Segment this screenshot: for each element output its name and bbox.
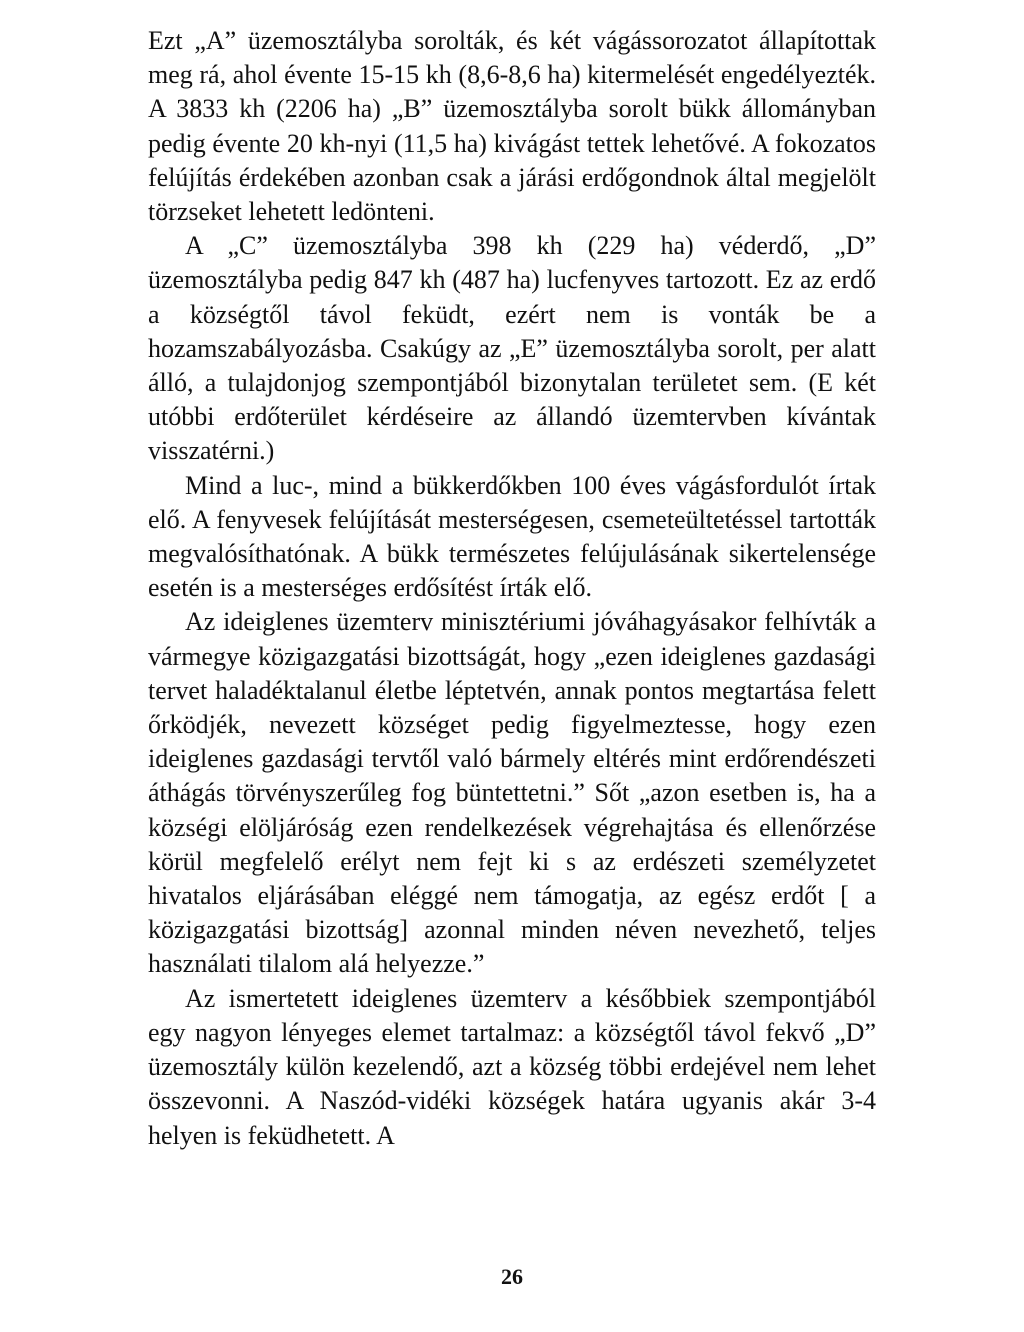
paragraph-4: Az ideiglenes üzemterv minisztériumi jóváhagyásakor felhívták a vármegye közigazgatási bizottságát, hogy „ezen ideiglenes gazdasági tervet haladéktalanul életbe léptetvén, annak pontos megtartása felett őrködjék, nevezett községet pedig figyelmeztesse, hogy ezen ideiglenes gazdasági tervtől való bármely eltérés mint erdőrendészeti áthágás törvényszerűleg fog büntettetni.” Sőt „azon esetben is, ha a községi elöljáróság ezen rendelkezések végrehajtása és ellenőrzése körül megfelelő erélyt nem fejt ki s az erdészeti személyzetet hivatalos eljárásában eléggé nem támogatja, az egész erdőt [ a közigazgatási bizottság] azonnal minden néven nevezhető, teljes használati tilalom alá helyezze.” xyxy=(148,607,876,979)
body-text xyxy=(148,24,876,1153)
paragraph-5: Az ismertetett ideiglenes üzemterv a későbbiek szempontjából egy nagyon lényeges elemet tartalmaz: a községtől távol fekvő „D” üzemosztály külön kezelendő, azt a község többi erdejével nem lehet összevonni. A Naszód-vidéki községek határa ugyanis akár 3-4 helyen is feküdhetett. A xyxy=(148,983,876,1150)
paragraph-3: Mind a luc-, mind a bükkerdőkben 100 éves vágásfordulót írtak elő. A fenyvesek felújítását mesterségesen, csemeteültetéssel tartották megvalósíthatónak. A bükk természetes felújulásának sikertelensége esetén is a mesterséges erdősítést írták elő. xyxy=(148,470,876,603)
paragraph-1: Ezt „A” üzemosztályba sorolták, és két vágássorozatot állapítottak meg rá, ahol évente 15-15 kh (8,6-8,6 ha) kitermelését engedélyezték. A 3833 kh (2206 ha) „B” üzemosztályba sorolt bükk állományban pedig évente 20 kh-nyi (11,5 ha) kivágást tettek lehetővé. A fokozatos felújítás érdekében azonban csak a járási erdőgondnok által megjelölt törzseket lehetett ledönteni. xyxy=(148,26,876,227)
page-number: 26 xyxy=(501,1264,523,1289)
paragraph-2: A „C” üzemosztályba 398 kh (229 ha) véderdő, „D” üzemosztályba pedig 847 kh (487 ha) lucfenyves tartozott. Ez az erdő a községtől távol feküdt, ezért nem is vonták be a hozamszabályozásba. Csakúgy az „E” üzemosztályba sorolt, per alatt álló, a tulajdonjog szempontjából bizonytalan területet sem. (E két utóbbi erdőterület kérdéseire az állandó üzemtervben kívántak visszatérni.) xyxy=(148,231,876,466)
